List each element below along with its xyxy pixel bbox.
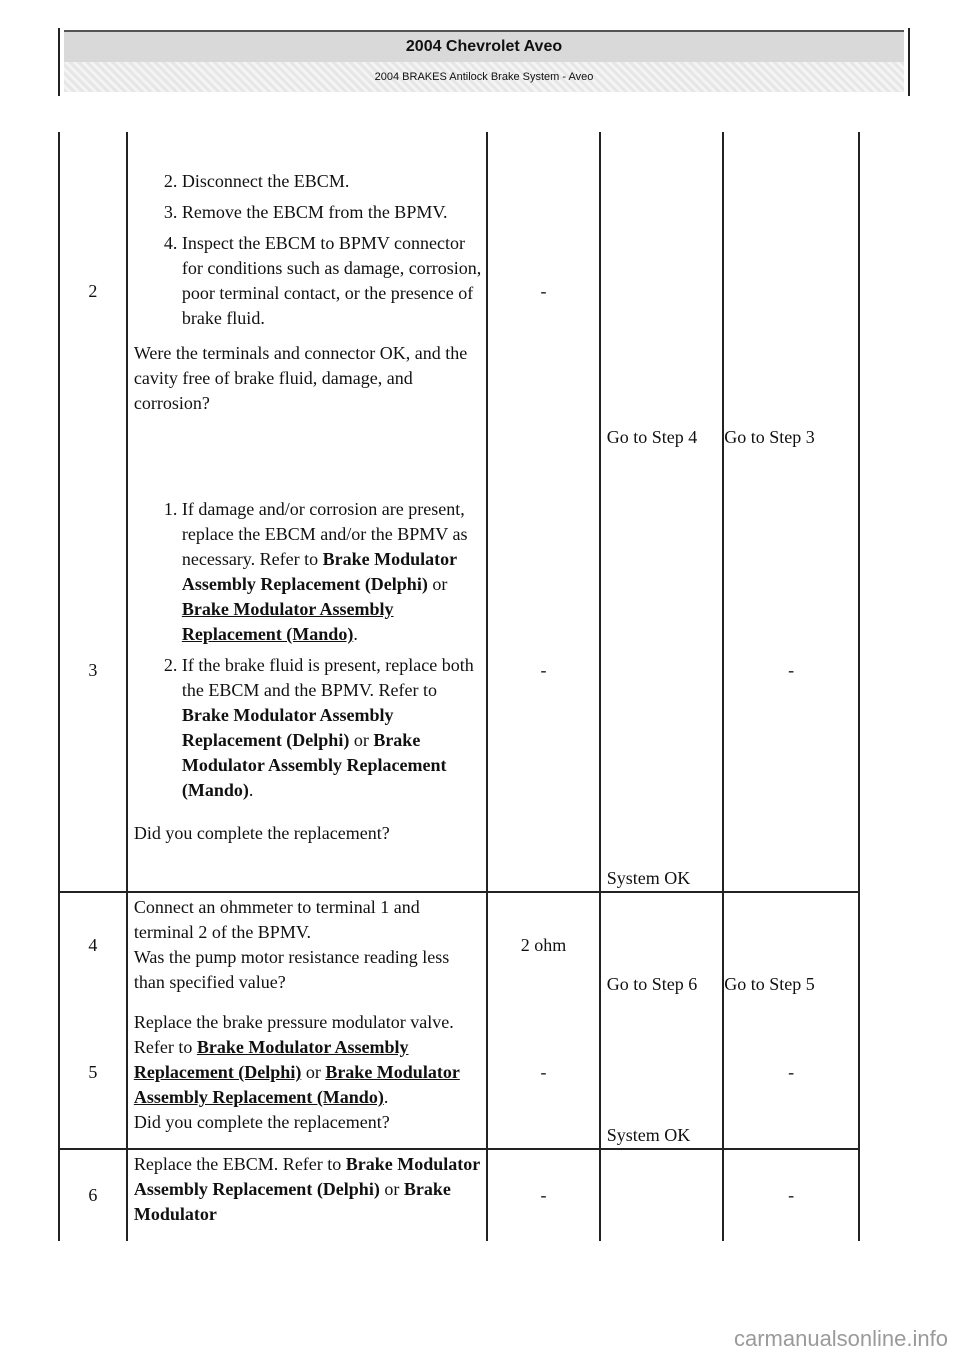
item-text: Replace the brake pressure modulator valve. Refer to (133, 1012, 454, 1057)
step-action (127, 450, 488, 892)
procedure-ref: Brake Modulator Assembly Replacement (Delphi) (181, 549, 457, 594)
yes-action: System OK (606, 1125, 691, 1145)
item-text: If damage and/or corrosion are present, replace the EBCM and/or the BPMV as necessary. Refer to (181, 499, 468, 569)
item-text: or (301, 1062, 326, 1082)
step-number: 2 (59, 132, 127, 450)
step-action (127, 892, 488, 997)
step-number: 3 (59, 450, 127, 892)
no-action: - (723, 1149, 859, 1241)
diagnostic-table (58, 132, 860, 1241)
list-item: 4. Inspect the EBCM to BPMV connector for conditions such as damage, corrosion, poor terminal contact, or the presence of brake fluid. (182, 231, 483, 331)
yes-cell (600, 132, 724, 450)
yes-cell (600, 997, 724, 1149)
list-item (182, 653, 483, 803)
yes-cell (600, 450, 724, 892)
no-action: - (723, 997, 859, 1149)
no-action: Go to Step 5 (724, 974, 815, 994)
step-list (134, 497, 483, 803)
yes-cell (600, 1149, 724, 1241)
step-number: 5 (59, 997, 127, 1149)
yes-action: Go to Step 4 (606, 427, 698, 447)
step-question: Was the pump motor resistance reading less than specified value? (133, 947, 450, 992)
yes-action: System OK (606, 868, 691, 888)
table-row-step-6 (59, 1149, 859, 1241)
item-text: If the brake fluid is present, replace both the EBCM and the BPMV. Refer to (181, 655, 474, 700)
no-action: - (723, 450, 859, 892)
item-text: . (383, 1087, 389, 1107)
step-question: Did you complete the replacement? (133, 1112, 390, 1132)
step-number: 6 (59, 1149, 127, 1241)
table-row-step-3 (59, 450, 859, 892)
item-text: Replace the EBCM. Refer to (133, 1154, 346, 1174)
step-list (134, 169, 483, 331)
step-value: - (487, 1149, 599, 1241)
list-item: 3. Remove the EBCM from the BPMV. (182, 200, 483, 225)
procedure-ref: Brake Modulator Assembly Replacement (Delphi) (181, 705, 394, 750)
item-text: or (379, 1179, 404, 1199)
procedure-link[interactable]: Brake Modulator Assembly Replacement (Mando) (133, 1062, 460, 1107)
item-text: or (427, 574, 448, 594)
step-value: 2 ohm (487, 892, 599, 997)
list-item: 2. Disconnect the EBCM. (182, 169, 483, 194)
step-question: Did you complete the replacement? (133, 823, 390, 843)
item-text: . (353, 624, 358, 644)
no-cell (723, 132, 859, 450)
no-cell (723, 892, 859, 997)
step-value: - (487, 132, 599, 450)
list-item (182, 497, 483, 647)
table-row-step-5 (59, 997, 859, 1149)
procedure-link[interactable]: Brake Modulator Assembly Replacement (Delphi) (133, 1037, 409, 1082)
table-row-step-4 (59, 892, 859, 997)
step-value: - (487, 450, 599, 892)
procedure-link[interactable]: Brake Modulator Assembly Replacement (Mando) (181, 599, 394, 644)
step-action (127, 132, 488, 450)
table-row-step-2 (59, 132, 859, 450)
item-text: or (349, 730, 374, 750)
procedure-ref: Brake Modulator (133, 1179, 451, 1224)
step-instruction (134, 1010, 483, 1110)
document-title: 2004 Chevrolet Aveo (64, 30, 904, 62)
step-instruction: Connect an ohmmeter to terminal 1 and terminal 2 of the BPMV. (133, 897, 420, 942)
no-action: Go to Step 3 (724, 427, 815, 447)
procedure-ref: Brake Modulator Assembly Replacement (Delphi) (133, 1154, 480, 1199)
yes-cell (600, 892, 724, 997)
step-question: Were the terminals and connector OK, and the cavity free of brake fluid, damage, and corrosion? (133, 342, 468, 413)
item-text: . (248, 780, 254, 800)
procedure-ref: Brake Modulator Assembly Replacement (Mando) (181, 730, 447, 800)
page-header (58, 28, 910, 96)
step-action (127, 997, 488, 1149)
step-number: 4 (59, 892, 127, 997)
yes-action: Go to Step 6 (606, 974, 698, 994)
document-subtitle: 2004 BRAKES Antilock Brake System - Aveo (64, 62, 904, 92)
watermark: carmanualsonline.info (733, 1326, 948, 1351)
step-action (127, 1149, 488, 1241)
step-value: - (487, 997, 599, 1149)
